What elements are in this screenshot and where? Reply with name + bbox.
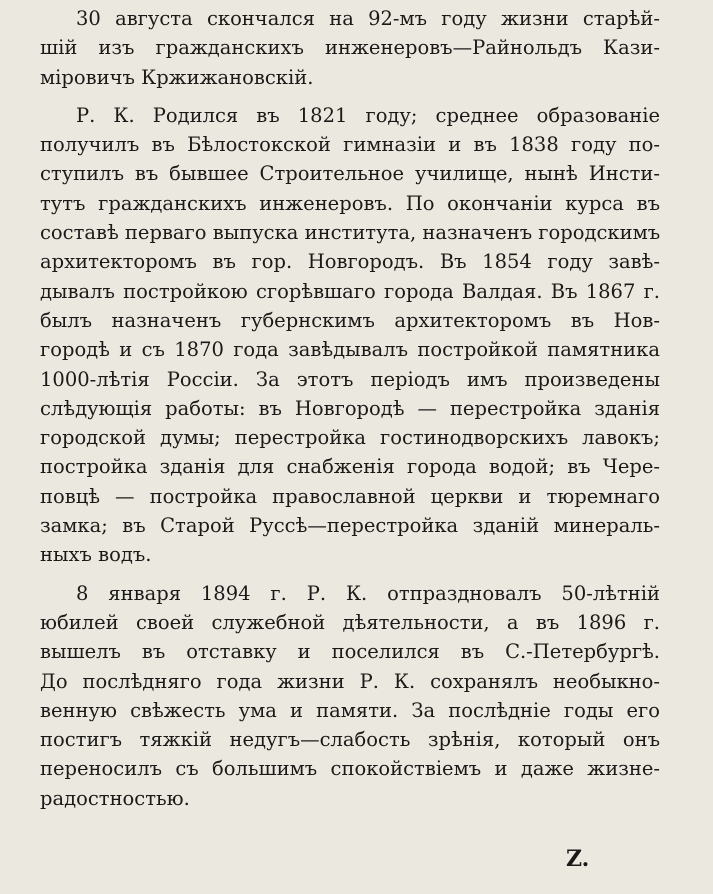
text-line: юбилей своей служебной дѣятельности, а въ 1896 г.: [40, 610, 660, 634]
author-signature: Z.: [566, 846, 590, 872]
text-line: постройка зданія для снабженія города водой; въ Чере-: [40, 455, 660, 479]
paragraph-1: [40, 4, 660, 92]
text-line: венную свѣжесть ума и памяти. За послѣдніе годы его: [40, 698, 660, 722]
text-line: слѣдующія работы: въ Новгородѣ — перестройка зданія: [40, 396, 660, 420]
paragraph-3: [40, 579, 660, 813]
text-line: 8 января 1894 г. Р. К. отпраздновалъ 50-лѣтній: [76, 581, 660, 605]
text-line: тутъ гражданскихъ инженеровъ. По окончаніи курса въ: [40, 191, 660, 215]
text-line: постигъ тяжкій недугъ—слабость зрѣнія, который онъ: [40, 728, 660, 752]
text-line: шій изъ гражданскихъ инженеровъ—Райнольдъ Кази-: [40, 36, 660, 60]
paragraph-2: [40, 101, 660, 570]
text-line: городѣ и съ 1870 года завѣдывалъ постройкой памятника: [40, 338, 660, 362]
paragraph-gap: [40, 92, 660, 101]
paragraph-gap: [40, 570, 660, 579]
text-line: ныхъ водъ.: [40, 543, 152, 567]
text-line: вышелъ въ отставку и поселился въ С.-Петербургѣ.: [40, 640, 660, 664]
text-line: городской думы; перестройка гостинодворскихъ лавокъ;: [40, 426, 660, 450]
text-line: 1000-лѣтія Россіи. За этотъ періодъ имъ произведены: [40, 367, 660, 391]
text-line: міровичъ Кржижановскій.: [40, 65, 314, 89]
text-line: ступилъ въ бывшее Строительное училище, нынѣ Инсти-: [40, 162, 660, 186]
text-line: получилъ въ Бѣлостокской гимназіи и въ 1838 году по-: [40, 133, 660, 157]
text-line: 30 августа скончался на 92-мъ году жизни старѣй-: [76, 7, 660, 30]
text-line: радостностью.: [40, 786, 190, 810]
text-line: Р. К. Родился въ 1821 году; среднее образованіе: [76, 103, 660, 127]
text-line: переносилъ съ большимъ спокойствіемъ и даже жизне-: [40, 757, 660, 781]
text-line: составѣ перваго выпуска института, назначенъ городскимъ: [40, 221, 661, 245]
text-line: замка; въ Старой Руссѣ—перестройка зданій минераль-: [40, 514, 660, 538]
obituary-text: [40, 4, 660, 813]
text-line: До послѣдняго года жизни Р. К. сохранялъ необыкно-: [40, 669, 660, 693]
text-line: дывалъ постройкою сгорѣвшаго города Валдая. Въ 1867 г.: [40, 279, 660, 303]
text-line: былъ назначенъ губернскимъ архитекторомъ въ Нов-: [40, 308, 660, 332]
text-line: повцѣ — постройка православной церкви и тюремнаго: [40, 484, 660, 508]
text-line: архитекторомъ въ гор. Новгородъ. Въ 1854 году завѣ-: [40, 250, 660, 274]
